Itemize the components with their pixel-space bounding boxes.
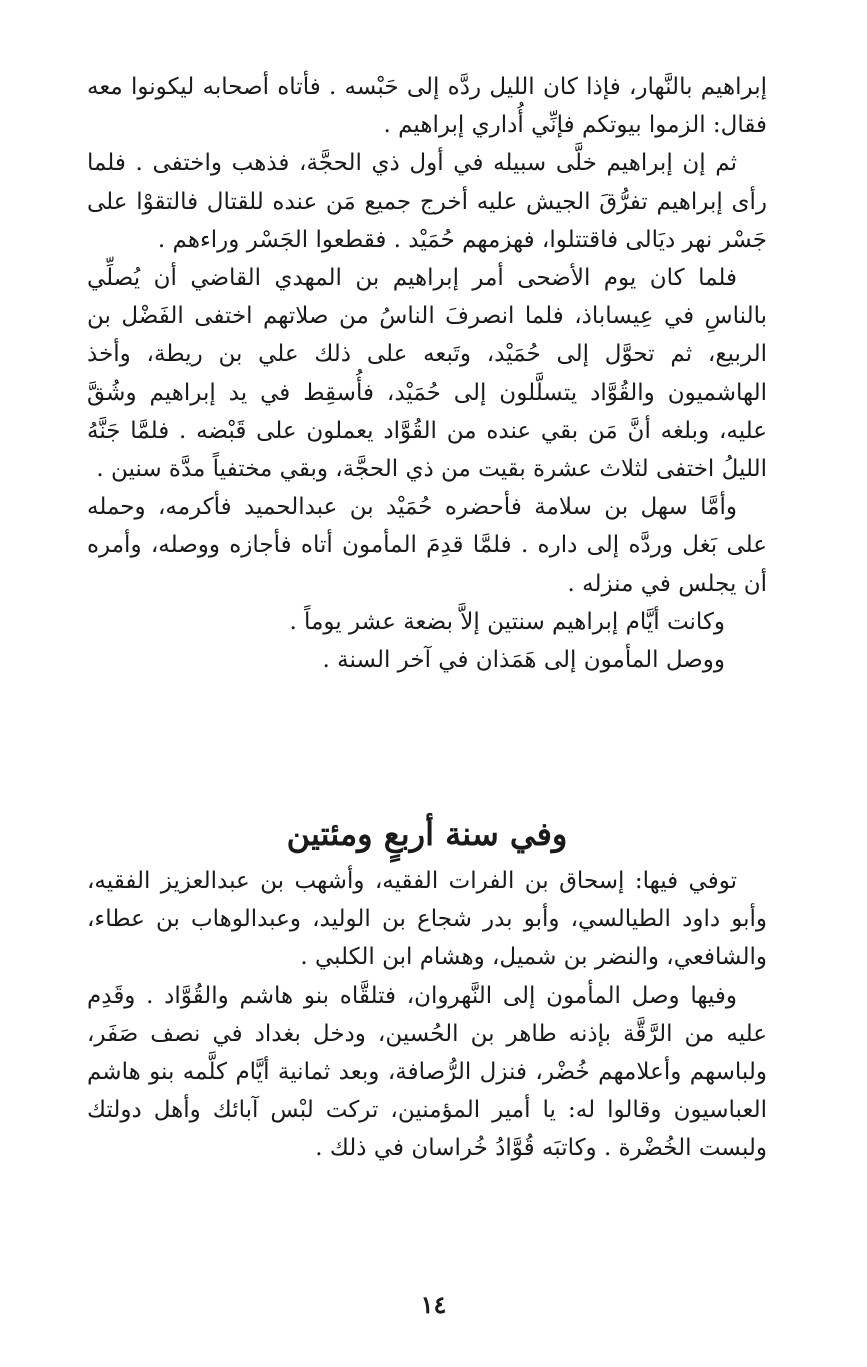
paragraph: فلما كان يوم الأضحى أمر إبراهيم بن المهدي القاضي أن يُصلِّي بالناسِ في عِيساباذ، فلما انصرفَ الناسُ من صلاتهم اختفى الفَضْل بن الربيع، ثم تحوَّل إلى حُمَيْد، وتَبعه على ذلك علي بن ريطة، وأخذ الهاشميون والقُوَّاد يتسلَّلون إلى حُمَيْد، فأُسقِط في يد إبراهيم وشُقَّ عليه، وبلغه أنَّ مَن بقي عنده من القُوَّاد يعملون على قَبْضه . فلمَّا جَنَّهُ الليلُ اختفى لثلاث عشرة بقيت من ذي الحجَّة، وبقي مختفياً مدَّة سنين .: [87, 265, 767, 483]
paragraph: وفيها وصل المأمون إلى النَّهروان، فتلقَّاه بنو هاشم والقُوَّاد . وقَدِم عليه من الرَّقَّة بإذنه طاهر بن الحُسين، ودخل بغداد في نصف صَفَر، ولباسهم وأعلامهم خُضْر، فنزل الرُّصافة، وبعد ثمانية أيَّام كلَّمه بنو هاشم العباسيون وقالوا له: يا أمير المؤمنين، تركت لبْس آبائك وأهل دولتك ولبست الخُضْرة . وكاتبَه قُوَّادُ خُراسان في ذلك .: [87, 982, 767, 1162]
paragraph: ثم إن إبراهيم خلَّى سبيله في أول ذي الحجَّة، فذهب واختفى . فلما رأى إبراهيم تفرُّقَ الجيش عليه أخرج جميع مَن عنده للقتال فالتقوْا على جَسْر نهر ديَالى فاقتتلوا، فهزمهم حُمَيْد . فقطعوا الجَسْر وراءهم .: [87, 150, 767, 253]
text-block-after-heading: [87, 862, 767, 1168]
paragraph: إبراهيم بالنَّهار، فإذا كان الليل ردَّه إلى حَبْسه . فأتاه أصحابه ليكونوا معه فقال: الزموا بيوتكم فإنِّي أُداري إبراهيم .: [87, 74, 767, 139]
short-line: ووصل المأمون إلى هَمَذان في آخر السنة .: [322, 647, 725, 674]
section-heading: وفي سنة أربعٍ ومئتين: [286, 814, 568, 853]
text-block-before-heading: [87, 68, 767, 679]
paragraph: وأمَّا سهل بن سلامة فأحضره حُمَيْد بن عبدالحميد فأكرمه، وحمله على بَغل وردَّه إلى داره . فلمَّا قدِمَ المأمون أتاه فأجازه ووصله، وأمره أن يجلس في منزله .: [87, 494, 767, 597]
page-number: ١٤: [420, 1290, 447, 1319]
short-line: وكانت أيَّام إبراهيم سنتين إلاَّ بضعة عشر يوماً .: [289, 608, 725, 635]
paragraph: توفي فيها: إسحاق بن الفرات الفقيه، وأشهب بن عبدالعزيز الفقيه، وأبو داود الطيالسي، وأبو بدر شجاع بن الوليد، وعبدالوهاب بن عطاء، والشافعي، والنضر بن شميل، وهشام ابن الكلبي .: [87, 868, 767, 971]
